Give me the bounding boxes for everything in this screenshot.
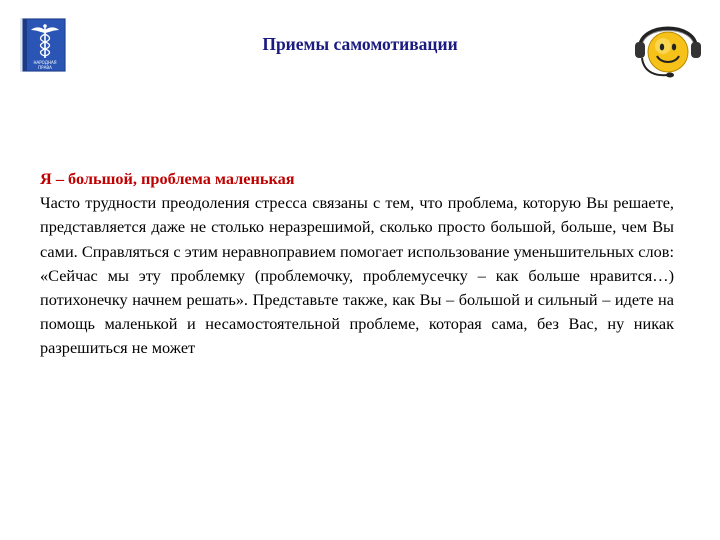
headset-smiley-icon (630, 12, 706, 82)
logo-text-1: НАРОДНАЯ (33, 60, 57, 65)
logo-text-2: ПРАВА (38, 65, 52, 70)
page-title: Приемы самомотивации (262, 34, 458, 54)
mascot (630, 12, 706, 82)
body-paragraph: Часто трудности преодоления стресса связаны с тем, что проблема, которую Вы решаете, представляется даже не столько неразрешимой, сколько просто большой, больше, чем Вы сами. Справляться с этим неравноправием помогает использование уменьшительных слов: «Сейчас мы эту проблемку (проблемочку, проблемусечку – как больше нравится…) потихонечку начнем решать». Представьте также, как Вы – большой и сильный – идете на помощь маленькой и несамостоятельной проблеме, которая сама, без Вас, ну никак разрешиться не может (40, 193, 674, 358)
content-block (40, 167, 674, 361)
section-heading: Я – большой, проблема маленькая (40, 169, 295, 188)
